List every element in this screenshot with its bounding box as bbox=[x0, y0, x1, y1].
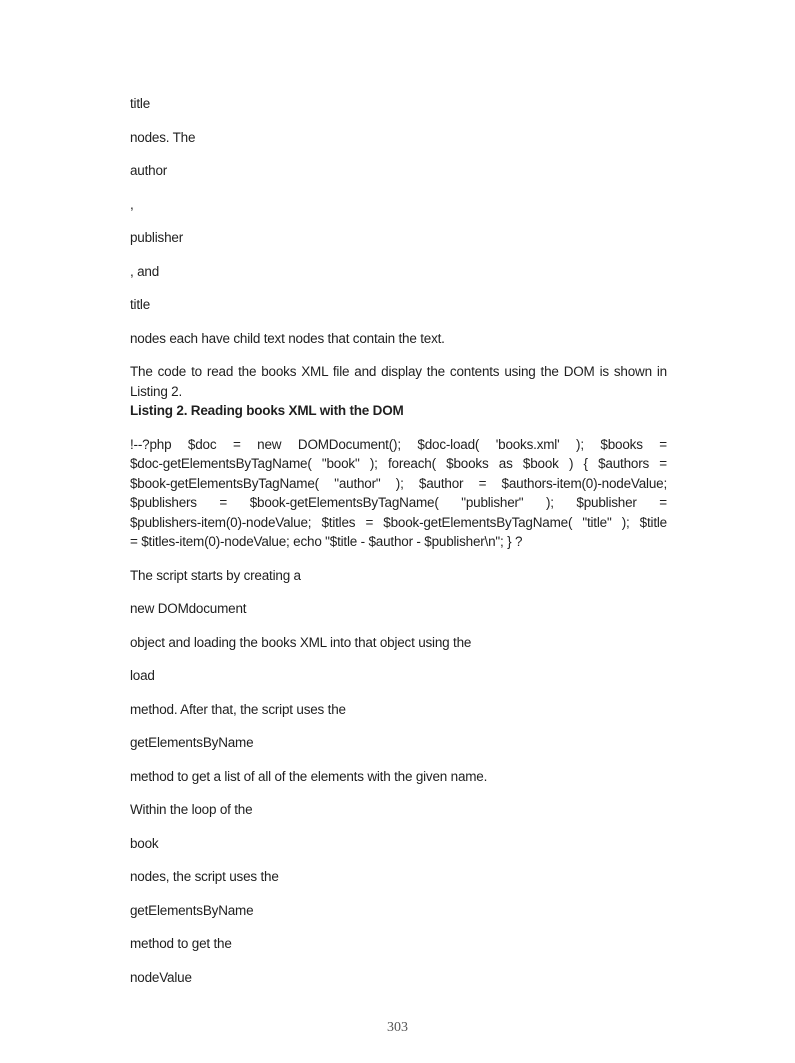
text-fragment: publisher bbox=[130, 230, 183, 245]
code-listing bbox=[130, 435, 667, 552]
page-content bbox=[130, 94, 667, 1001]
text-fragment: nodeValue bbox=[130, 969, 192, 985]
text-fragment: getElementsByName bbox=[130, 902, 254, 918]
listing-caption: Listing 2. Reading books XML with the DOM bbox=[130, 403, 404, 418]
text-fragment: The script starts by creating a bbox=[130, 567, 301, 583]
code-line: $book-getElementsByTagName( "author" ); $author = $authors-item(0)-nodeValue; bbox=[130, 475, 667, 491]
text-fragment: method. After that, the script uses the bbox=[130, 701, 346, 717]
text-fragment: title bbox=[130, 96, 151, 111]
text-fragment: author bbox=[130, 163, 168, 178]
text-fragment: object and loading the books XML into that object using the bbox=[130, 634, 472, 650]
text-fragment: method to get the bbox=[130, 936, 232, 951]
text-fragment: nodes. The bbox=[130, 129, 196, 145]
text-fragment: , and bbox=[130, 263, 160, 279]
text-fragment: getElementsByName bbox=[130, 735, 254, 750]
text-fragment: method to get a list of all of the elements with the given name. bbox=[130, 768, 488, 784]
text-fragment: nodes, the script uses the bbox=[130, 869, 279, 884]
text-fragment: , bbox=[130, 196, 134, 212]
code-line: $publishers-item(0)-nodeValue; $titles = $book-getElementsByTagName( "title" ); $title bbox=[130, 514, 667, 530]
intro-paragraph: The code to read the books XML file and display the contents using the DOM is shown in Listing 2. bbox=[130, 364, 667, 399]
code-line: !--?php $doc = new DOMDocument(); $doc-load( 'books.xml' ); $books = bbox=[130, 436, 667, 452]
text-fragment: title bbox=[130, 297, 151, 312]
code-line: $publishers = $book-getElementsByTagName( "publisher" ); $publisher = bbox=[130, 495, 667, 510]
code-line: = $titles-item(0)-nodeValue; echo "$title - $author - $publisher\n"; } ? bbox=[130, 534, 523, 549]
text-fragment: nodes each have child text nodes that contain the text. bbox=[130, 330, 445, 346]
code-line: $doc-getElementsByTagName( "book" ); foreach( $books as $book ) { $authors = bbox=[130, 456, 667, 471]
text-fragment: load bbox=[130, 668, 155, 683]
page-number: 303 bbox=[387, 1020, 408, 1035]
text-fragment: book bbox=[130, 835, 159, 851]
text-fragment: Within the loop of the bbox=[130, 802, 253, 817]
text-fragment: new DOMdocument bbox=[130, 601, 247, 616]
